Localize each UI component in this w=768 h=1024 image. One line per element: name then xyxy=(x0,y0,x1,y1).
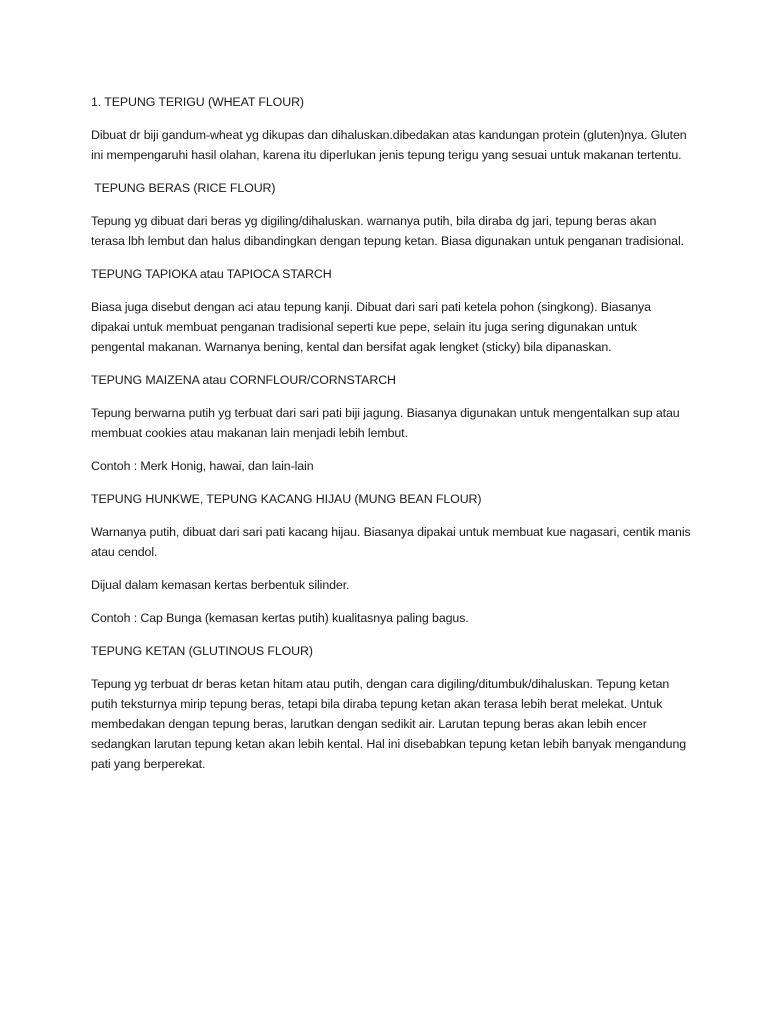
section-heading-tepung-maizena: TEPUNG MAIZENA atau CORNFLOUR/CORNSTARCH xyxy=(91,373,396,387)
section-heading-tepung-beras: TEPUNG BERAS (RICE FLOUR) xyxy=(91,181,276,195)
paragraph-tepung-tapioka: Biasa juga disebut dengan aci atau tepung kanji. Dibuat dari sari pati ketela pohon (singkong). Biasanya dipakai untuk membuat penganan tradisional seperti kue pepe, selain itu juga sering digunakan untuk pengental makanan. Warnanya bening, kental dan bersifat agak lengket (sticky) bila dipanaskan. xyxy=(91,300,651,354)
paragraph-maizena-example: Contoh : Merk Honig, hawai, dan lain-lain xyxy=(91,459,314,473)
paragraph-hunkwe-packaging: Dijual dalam kemasan kertas berbentuk silinder. xyxy=(91,578,350,592)
paragraph-tepung-terigu: Dibuat dr biji gandum-wheat yg dikupas dan dihaluskan.dibedakan atas kandungan protein (gluten)nya. Gluten ini mempengaruhi hasil olahan, karena itu diperlukan jenis tepung terigu yang sesuai untuk makanan tertentu. xyxy=(91,128,687,162)
paragraph-tepung-beras: Tepung yg dibuat dari beras yg digiling/dihaluskan. warnanya putih, bila diraba dg jari, tepung beras akan terasa lbh lembut dan halus dibandingkan dengan tepung ketan. Biasa digunakan untuk penganan tradisional. xyxy=(91,214,684,248)
paragraph-tepung-maizena: Tepung berwarna putih yg terbuat dari sari pati biji jagung. Biasanya digunakan untuk mengentalkan sup atau membuat cookies atau makanan lain menjadi lebih lembut. xyxy=(91,406,680,440)
document-body xyxy=(91,92,691,787)
section-heading-tepung-terigu: 1. TEPUNG TERIGU (WHEAT FLOUR) xyxy=(91,95,304,109)
section-heading-tepung-ketan: TEPUNG KETAN (GLUTINOUS FLOUR) xyxy=(91,644,313,658)
paragraph-tepung-ketan: Tepung yg terbuat dr beras ketan hitam atau putih, dengan cara digiling/ditumbuk/dihaluskan. Tepung ketan putih teksturnya mirip tepung beras, tetapi bila diraba tepung ketan akan terasa lebih berat melekat. Untuk membedakan dengan tepung beras, larutkan dengan sedikit air. Larutan tepung beras akan lebih encer sedangkan larutan tepung ketan akan lebih kental. Hal ini disebabkan tepung ketan lebih banyak mengandung pati yang berperekat. xyxy=(91,677,687,771)
paragraph-tepung-hunkwe: Warnanya putih, dibuat dari sari pati kacang hijau. Biasanya dipakai untuk membuat kue nagasari, centik manis atau cendol. xyxy=(91,525,691,559)
paragraph-hunkwe-example: Contoh : Cap Bunga (kemasan kertas putih) kualitasnya paling bagus. xyxy=(91,611,469,625)
section-heading-tepung-tapioka: TEPUNG TAPIOKA atau TAPIOCA STARCH xyxy=(91,267,332,281)
section-heading-tepung-hunkwe: TEPUNG HUNKWE, TEPUNG KACANG HIJAU (MUNG BEAN FLOUR) xyxy=(91,492,482,506)
